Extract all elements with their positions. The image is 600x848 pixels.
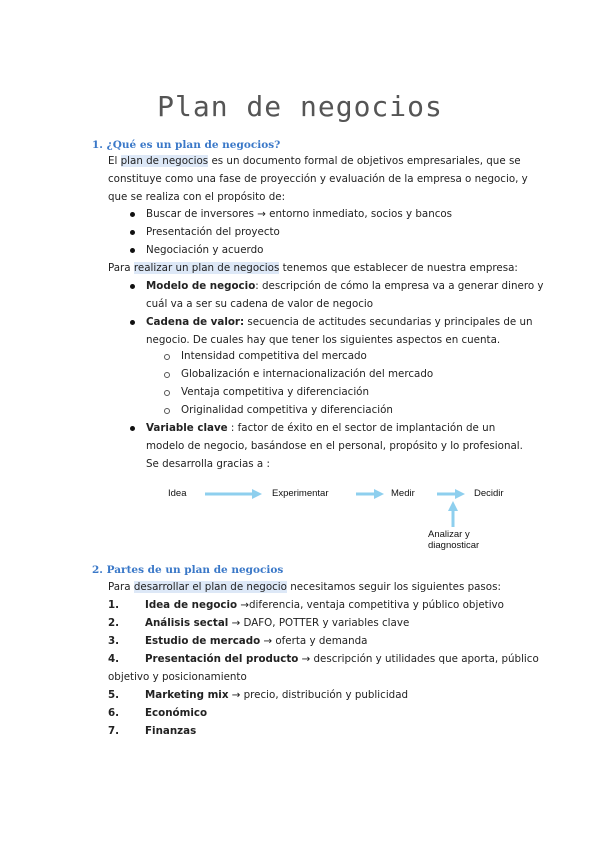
arrow-head [252, 489, 262, 499]
intro-text: necesitamos seguir los siguientes pasos: [286, 581, 501, 593]
step-item [145, 722, 196, 740]
step-item [145, 686, 408, 704]
aspect-item: Globalización e internacionalización del mercado [181, 368, 434, 380]
cadena-label: Cadena de valor: [146, 316, 245, 328]
step-text: → oferta y demanda [260, 635, 368, 647]
purpose-item: Presentación del proyecto [146, 226, 280, 238]
step-label: Económico [145, 707, 208, 719]
cadena-line-2: negocio. De cuales hay que tener los siguientes aspectos en cuenta. [146, 334, 501, 346]
step-label: Idea de negocio [145, 599, 238, 611]
section-1-heading: 1. ¿Qué es un plan de negocios? [92, 139, 281, 151]
step-text: → precio, distribución y publicidad [228, 689, 409, 701]
modelo-text: : descripción de cómo la empresa va a generar dinero y [255, 280, 544, 292]
highlighted-term: realizar un plan de negocios [133, 262, 280, 274]
step-number: 7. [108, 725, 120, 737]
arrow-head [455, 489, 465, 499]
aspect-item: Intensidad competitiva del mercado [181, 350, 367, 362]
highlighted-term: plan de negocios [120, 155, 209, 167]
purpose-item: Buscar de inversores → entorno inmediato, socios y bancos [146, 208, 453, 220]
variable-text: : factor de éxito en el sector de implantación de un [227, 422, 496, 434]
step-text: →diferencia, ventaja competitiva y público objetivo [237, 599, 504, 611]
variable-line-3: Se desarrolla gracias a : [146, 458, 270, 470]
section-1-intro-line-3: que se realiza con el propósito de: [108, 191, 286, 203]
para-text: tenemos que establecer de nuestra empresa: [279, 262, 518, 274]
step-item [145, 614, 409, 632]
feedback-line: diagnosticar [428, 540, 480, 551]
step-number: 2. [108, 617, 120, 629]
highlighted-term: desarrollar el plan de negocio [133, 581, 287, 593]
intro-text: Para [108, 581, 134, 593]
section-2-intro [108, 578, 501, 596]
step-text: → descripción y utilidades que aporta, público [298, 653, 539, 665]
diagram-step-idea: Idea [168, 488, 187, 499]
purpose-item: Negociación y acuerdo [146, 244, 264, 256]
step-item [145, 632, 367, 650]
modelo-label: Modelo de negocio [146, 280, 256, 292]
aspect-item: Ventaja competitiva y diferenciación [181, 386, 370, 398]
variable-label: Variable clave [146, 422, 228, 434]
para-text: Para [108, 262, 134, 274]
step-label: Estudio de mercado [145, 635, 261, 647]
step-item [145, 596, 504, 614]
arrow-head [374, 489, 384, 499]
step-number: 4. [108, 653, 120, 665]
step-item-continued: objetivo y posicionamiento [108, 671, 247, 683]
cadena-text: secuencia de actitudes secundarias y principales de un [244, 316, 533, 328]
step-label: Finanzas [145, 725, 197, 737]
step-number: 3. [108, 635, 120, 647]
step-item [145, 650, 539, 668]
step-number: 1. [108, 599, 120, 611]
feedback-line: Analizar y [428, 529, 470, 540]
section-1-intro-line-2: constituye como una fase de proyección y evaluación de la empresa o negocio, y [108, 173, 528, 185]
diagram-step-experimentar: Experimentar [272, 488, 329, 499]
variable-line-2: modelo de negocio, basándose en el personal, propósito y lo profesional. [146, 440, 523, 452]
diagram-step-decidir: Decidir [474, 488, 504, 499]
step-label: Presentación del producto [145, 653, 299, 665]
intro-text: es un documento formal de objetivos empresariales, que se [208, 155, 521, 167]
step-number: 6. [108, 707, 120, 719]
step-label: Análisis sectal [145, 617, 229, 629]
aspect-item: Originalidad competitiva y diferenciación [181, 404, 393, 416]
arrow-head [448, 501, 458, 511]
step-text: → DAFO, POTTER y variables clave [228, 617, 410, 629]
step-number: 5. [108, 689, 120, 701]
step-label: Marketing mix [145, 689, 229, 701]
page-title: Plan de negocios [157, 90, 443, 123]
diagram-step-medir: Medir [391, 488, 415, 499]
intro-text: El [108, 155, 121, 167]
modelo-line-2: cuál va a ser su cadena de valor de negocio [146, 298, 374, 310]
step-item [145, 704, 207, 722]
section-2-heading: 2. Partes de un plan de negocios [92, 564, 284, 576]
